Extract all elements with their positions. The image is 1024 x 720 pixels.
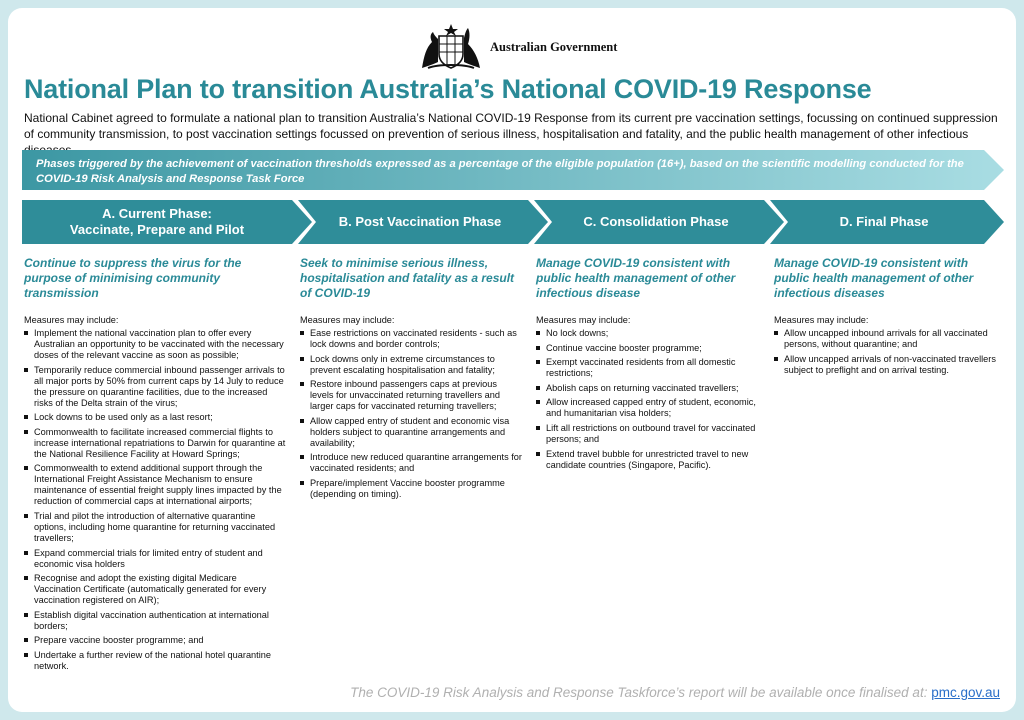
measure-item: Ease restrictions on vaccinated residents - such as lock downs and border controls; bbox=[300, 328, 522, 350]
phase-arrow-d bbox=[770, 200, 1004, 244]
phase-arrow-a bbox=[22, 200, 312, 244]
phase-arrow-c bbox=[534, 200, 784, 244]
phase-column-d bbox=[774, 256, 1000, 379]
measure-item: No lock downs; bbox=[536, 328, 758, 339]
measure-item: Commonwealth to extend additional support through the International Freight Assistance Mechanism to ensure maintenance of essential freight supply lines impacted by the reduction of commercial caps at international airports; bbox=[24, 463, 286, 507]
phase-trigger-banner bbox=[22, 150, 1004, 190]
coat-of-arms-icon bbox=[418, 22, 484, 72]
measure-item: Exempt vaccinated residents from all domestic restrictions; bbox=[536, 357, 758, 379]
measure-item: Restore inbound passengers caps at previous levels for unvaccinated returning travellers and larger caps for vaccinated returning travellers; bbox=[300, 379, 522, 412]
phase-arrows bbox=[22, 200, 1004, 244]
measures-label: Measures may include: bbox=[774, 315, 869, 325]
measures-list bbox=[536, 328, 758, 471]
phase-heading: Seek to minimise serious illness, hospitalisation and fatality as a result of COVID-19 bbox=[300, 256, 515, 300]
header bbox=[8, 22, 1016, 74]
phase-label-d: D. Final Phase bbox=[839, 214, 929, 229]
measure-item: Prepare vaccine booster programme; and bbox=[24, 635, 286, 646]
phase-arrow-b bbox=[298, 200, 548, 244]
page-title: National Plan to transition Australia’s National COVID-19 Response bbox=[24, 74, 872, 104]
intro-paragraph: National Cabinet agreed to formulate a national plan to transition Australia’s National COVID-19 Response from its current pre vaccination settings, focussing on continued suppression of community transmission, to post vaccination settings focussed on prevention of serious illness, hospitalisation and fatality, and the public health management of other infectious bbox=[24, 111, 998, 141]
phase-heading: Continue to suppress the virus for the purpose of minimising community transmission bbox=[24, 256, 242, 300]
measure-item: Extend travel bubble for unrestricted travel to new candidate countries (Singapore, Pacific). bbox=[536, 449, 758, 471]
measure-item: Lift all restrictions on outbound travel for vaccinated persons; and bbox=[536, 423, 758, 445]
government-name: Australian Government bbox=[490, 39, 618, 54]
measure-item: Establish digital vaccination authentication at international borders; bbox=[24, 610, 286, 632]
measure-item: Temporarily reduce commercial inbound passenger arrivals to all major ports by 50% from current caps by 14 July to reduce the pressure on quarantine facilities, due to the increased risks of the Delta strain of the virus; bbox=[24, 365, 286, 409]
measures-list bbox=[774, 328, 1000, 376]
measure-item: Lock downs only in extreme circumstances to prevent escalating hospitalisation and fatality; bbox=[300, 354, 522, 376]
footer-note bbox=[350, 685, 1000, 700]
measure-item: Implement the national vaccination plan to offer every Australian an opportunity to be vaccinated with the necessary doses of the relevant vaccine as soon as possible; bbox=[24, 328, 286, 361]
phase-label-b: B. Post Vaccination Phase bbox=[338, 214, 502, 229]
phase-column-b bbox=[300, 256, 522, 504]
banner-text: Phases triggered by the achievement of vaccination thresholds expressed as a percentage of the eligible population (16+), based on the scientific modelling conducted for the COVID-19 Risk Analysis and Response Task Force bbox=[36, 158, 964, 185]
footer-text: The COVID-19 Risk Analysis and Response Taskforce’s report will be available once finalised at: bbox=[350, 685, 932, 700]
phase-column-a bbox=[24, 256, 286, 676]
measures-label: Measures may include: bbox=[24, 315, 119, 325]
measures-list bbox=[300, 328, 522, 500]
measures-label: Measures may include: bbox=[300, 315, 395, 325]
measure-item: Lock downs to be used only as a last resort; bbox=[24, 412, 286, 423]
measure-item: Allow uncapped inbound arrivals for all vaccinated persons, without quarantine; and bbox=[774, 328, 1000, 350]
measure-item: Trial and pilot the introduction of alternative quarantine options, including home quarantine for returning vaccinated travellers; bbox=[24, 511, 286, 544]
measure-item: Recognise and adopt the existing digital Medicare Vaccination Certificate (automatically generated for every vaccination registered on AIR); bbox=[24, 573, 286, 606]
measures-list bbox=[24, 328, 286, 672]
measure-item: Commonwealth to facilitate increased commercial flights to increase international repatriations to Darwin for quarantine at the National Resilience Facility at Howard Springs; bbox=[24, 427, 286, 460]
measure-item: Allow uncapped arrivals of non-vaccinated travellers subject to preflight and on arrival testing. bbox=[774, 354, 1000, 376]
phase-label-c: C. Consolidation Phase bbox=[583, 214, 729, 229]
measures-label: Measures may include: bbox=[536, 315, 631, 325]
plan-page bbox=[8, 8, 1016, 712]
measure-item: Abolish caps on returning vaccinated travellers; bbox=[536, 383, 758, 394]
phase-label-a: A. Current Phase: Vaccinate, Prepare and Pilot bbox=[69, 206, 245, 237]
government-logo bbox=[418, 22, 617, 72]
phase-column-c bbox=[536, 256, 758, 474]
phase-heading: Manage COVID-19 consistent with public health management of other infectious disease bbox=[536, 256, 736, 300]
measure-item: Allow increased capped entry of student, economic, and humanitarian visa holders; bbox=[536, 397, 758, 419]
phase-heading: Manage COVID-19 consistent with public health management of other infectious diseases bbox=[774, 256, 974, 300]
measure-item: Allow capped entry of student and economic visa holders subject to quarantine arrangements and availability; bbox=[300, 416, 522, 449]
measure-item: Prepare/implement Vaccine booster programme (depending on timing). bbox=[300, 478, 522, 500]
pmc-link[interactable]: pmc.gov.au bbox=[931, 685, 1000, 700]
measure-item: Continue vaccine booster programme; bbox=[536, 343, 758, 354]
measure-item: Introduce new reduced quarantine arrangements for vaccinated residents; and bbox=[300, 452, 522, 474]
measure-item: Undertake a further review of the national hotel quarantine network. bbox=[24, 650, 286, 672]
measure-item: Expand commercial trials for limited entry of student and economic visa holders bbox=[24, 548, 286, 570]
